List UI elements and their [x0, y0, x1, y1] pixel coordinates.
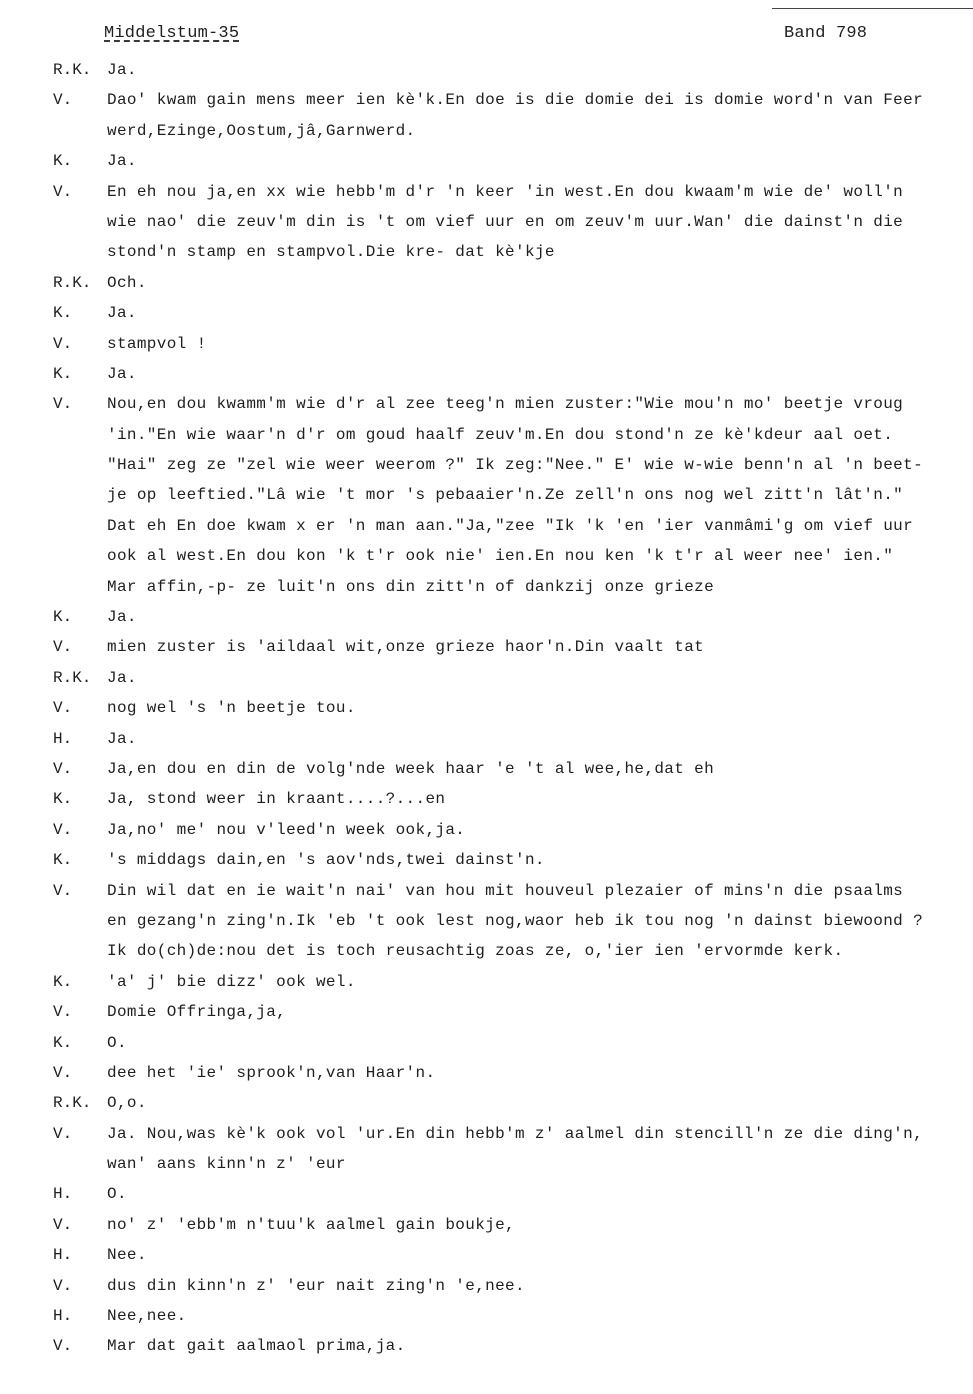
transcript-line — [0, 1271, 973, 1301]
utterance-text: stond'n stamp en stampvol.Die kre- dat kè'kje — [107, 243, 555, 262]
utterance-text: Din wil dat en ie wait'n nai' van hou mit houveul plezaier of mins'n die psaalms — [107, 881, 904, 900]
utterance-text: nog wel 's 'n beetje tou. — [107, 699, 356, 718]
transcript-line — [0, 815, 973, 845]
transcript-line — [0, 876, 973, 906]
utterance-text: 's middags dain,en 's aov'nds,twei dainst'n. — [107, 851, 545, 870]
utterance-text: Nee,nee. — [107, 1307, 187, 1326]
utterance-text: dee het 'ie' sprook'n,van Haar'n. — [107, 1063, 436, 1082]
utterance-text: ook al west.En dou kon 'k t'r ook nie' ien.En nou ken 'k t'r al weer nee' ien." — [107, 547, 894, 566]
transcript-line — [0, 724, 973, 754]
utterance-text: Ja,en dou en din de volg'nde week haar 'e 't al wee,he,dat eh — [107, 759, 715, 778]
utterance-text: Domie Offringa,ja, — [107, 1003, 287, 1022]
transcript-line — [0, 1088, 973, 1118]
utterance-text: Ja. Nou,was kè'k ook vol 'ur.En din hebb'm z' aalmel din stencill'n ze die ding'n, — [107, 1124, 924, 1143]
transcript-line — [0, 1119, 973, 1149]
utterance-text: Ik do(ch)de:nou det is toch reusachtig zoas ze, o,'ier ien 'ervormde kerk. — [107, 942, 844, 961]
speaker-label: K. — [53, 152, 73, 171]
transcript-line — [0, 906, 973, 936]
speaker-label: H. — [53, 1246, 73, 1265]
speaker-label: H. — [53, 1307, 73, 1326]
transcript-line — [0, 1179, 973, 1209]
transcript-line — [0, 207, 973, 237]
transcript-line — [0, 420, 973, 450]
utterance-text: En eh nou ja,en xx wie hebb'm d'r 'n keer 'in west.En dou kwaam'm wie de' woll'n — [107, 182, 904, 201]
transcript-line — [0, 784, 973, 814]
utterance-text: stampvol ! — [107, 334, 207, 353]
speaker-label: V. — [53, 182, 73, 201]
transcript-line — [0, 146, 973, 176]
transcript-line — [0, 1058, 973, 1088]
transcript-line — [0, 1331, 973, 1361]
speaker-label: K. — [53, 972, 73, 991]
utterance-text: Mar affin,-p- ze luit'n ons din zitt'n of dankzij onze grieze — [107, 577, 715, 596]
speaker-label: R.K. — [53, 668, 92, 687]
speaker-label: V. — [53, 395, 73, 414]
speaker-label: V. — [53, 759, 73, 778]
transcript-line — [0, 1028, 973, 1058]
transcript-line — [0, 663, 973, 693]
speaker-label: K. — [53, 790, 73, 809]
speaker-label: V. — [53, 1276, 73, 1295]
top-rule — [772, 8, 973, 9]
utterance-text: Nee. — [107, 1246, 147, 1265]
transcript-line — [0, 389, 973, 419]
utterance-text: Ja. — [107, 304, 137, 323]
utterance-text: no' z' 'ebb'm n'tuu'k aalmel gain boukje, — [107, 1215, 516, 1234]
transcript-line — [0, 1210, 973, 1240]
utterance-text: je op leeftied."Lâ wie 't mor 's pebaaier'n.Ze zell'n ons nog wel zitt'n lât'n." — [107, 486, 904, 505]
transcript-line — [0, 693, 973, 723]
utterance-text: 'in."En wie waar'n d'r om goud haalf zeuv'm.En dou stond'n ze kè'kdeur aal oet. — [107, 425, 894, 444]
transcript-line — [0, 298, 973, 328]
transcript-line — [0, 1301, 973, 1331]
transcript-line — [0, 602, 973, 632]
transcript-line — [0, 55, 973, 85]
transcript-line — [0, 450, 973, 480]
utterance-text: "Hai" zeg ze "zel wie weer weerom ?" Ik zeg:"Nee." E' wie w-wie benn'n al 'n beet- — [107, 456, 924, 475]
transcript-line — [0, 967, 973, 997]
utterance-text: Ja. — [107, 729, 137, 748]
transcript-line — [0, 511, 973, 541]
transcript-line — [0, 997, 973, 1027]
utterance-text: dus din kinn'n z' 'eur nait zing'n 'e,nee. — [107, 1276, 525, 1295]
utterance-text: wie nao' die zeuv'm din is 't om vief uur en om zeuv'm uur.Wan' die dainst'n die — [107, 212, 904, 231]
speaker-label: V. — [53, 1003, 73, 1022]
transcript-line — [0, 85, 973, 115]
speaker-label: K. — [53, 364, 73, 383]
utterance-text: wan' aans kinn'n z' 'eur — [107, 1155, 346, 1174]
speaker-label: V. — [53, 1063, 73, 1082]
speaker-label: V. — [53, 91, 73, 110]
transcript-line — [0, 177, 973, 207]
transcript-line — [0, 754, 973, 784]
speaker-label: V. — [53, 699, 73, 718]
utterance-text: mien zuster is 'aildaal wit,onze grieze haor'n.Din vaalt tat — [107, 638, 705, 657]
utterance-text: Ja. — [107, 152, 137, 171]
speaker-label: V. — [53, 1337, 73, 1356]
utterance-text: Ja. — [107, 61, 137, 79]
utterance-text: Ja. — [107, 364, 137, 383]
transcript-line — [0, 632, 973, 662]
utterance-text: Ja, stond weer in kraant....?...en — [107, 790, 446, 809]
utterance-text: Nou,en dou kwamm'm wie d'r al zee teeg'n mien zuster:"Wie mou'n mo' beetje vroug — [107, 395, 904, 414]
utterance-text: Ja,no' me' nou v'leed'n week ook,ja. — [107, 820, 466, 839]
speaker-label: V. — [53, 820, 73, 839]
transcript-line — [0, 359, 973, 389]
utterance-text: Och. — [107, 273, 147, 292]
speaker-label: V. — [53, 1215, 73, 1234]
transcript-line — [0, 1240, 973, 1270]
transcript-line — [0, 116, 973, 146]
speaker-label: K. — [53, 851, 73, 870]
speaker-label: K. — [53, 304, 73, 323]
utterance-text: Dat eh En doe kwam x er 'n man aan."Ja,"zee "Ik 'k 'en 'ier vanmâmi'g om vief uur — [107, 516, 914, 535]
speaker-label: V. — [53, 638, 73, 657]
speaker-label: V. — [53, 1124, 73, 1143]
utterance-text: O. — [107, 1033, 127, 1052]
utterance-text: werd,Ezinge,Oostum,jâ,Garnwerd. — [107, 121, 416, 140]
transcript-line — [0, 541, 973, 571]
speaker-label: R.K. — [53, 1094, 92, 1113]
utterance-text: Mar dat gait aalmaol prima,ja. — [107, 1337, 406, 1356]
utterance-text: Ja. — [107, 608, 137, 627]
speaker-label: H. — [53, 1185, 73, 1204]
transcript-line — [0, 1149, 973, 1179]
transcript-line — [0, 237, 973, 267]
transcript-line — [0, 936, 973, 966]
transcript-line — [0, 845, 973, 875]
transcript-lines — [0, 55, 973, 1362]
band-number: Band 798 — [784, 24, 868, 43]
transcript-line — [0, 329, 973, 359]
speaker-label: V. — [53, 334, 73, 353]
utterance-text: Dao' kwam gain mens meer ien kè'k.En doe is die domie dei is domie word'n van Feer — [107, 91, 924, 110]
speaker-label: R.K. — [53, 273, 92, 292]
speaker-label: R.K. — [53, 61, 92, 79]
utterance-text: O,o. — [107, 1094, 147, 1113]
transcript-line — [0, 268, 973, 298]
utterance-text: Ja. — [107, 668, 137, 687]
utterance-text: 'a' j' bie dizz' ook wel. — [107, 972, 356, 991]
speaker-label: V. — [53, 881, 73, 900]
speaker-label: K. — [53, 1033, 73, 1052]
document-title: Middelstum-35 — [104, 24, 240, 43]
transcript-line — [0, 480, 973, 510]
speaker-label: H. — [53, 729, 73, 748]
utterance-text: en gezang'n zing'n.Ik 'eb 't ook lest nog,waor heb ik tou nog 'n dainst biewoond ? — [107, 911, 924, 930]
transcript-line — [0, 572, 973, 602]
speaker-label: K. — [53, 608, 73, 627]
utterance-text: O. — [107, 1185, 127, 1204]
